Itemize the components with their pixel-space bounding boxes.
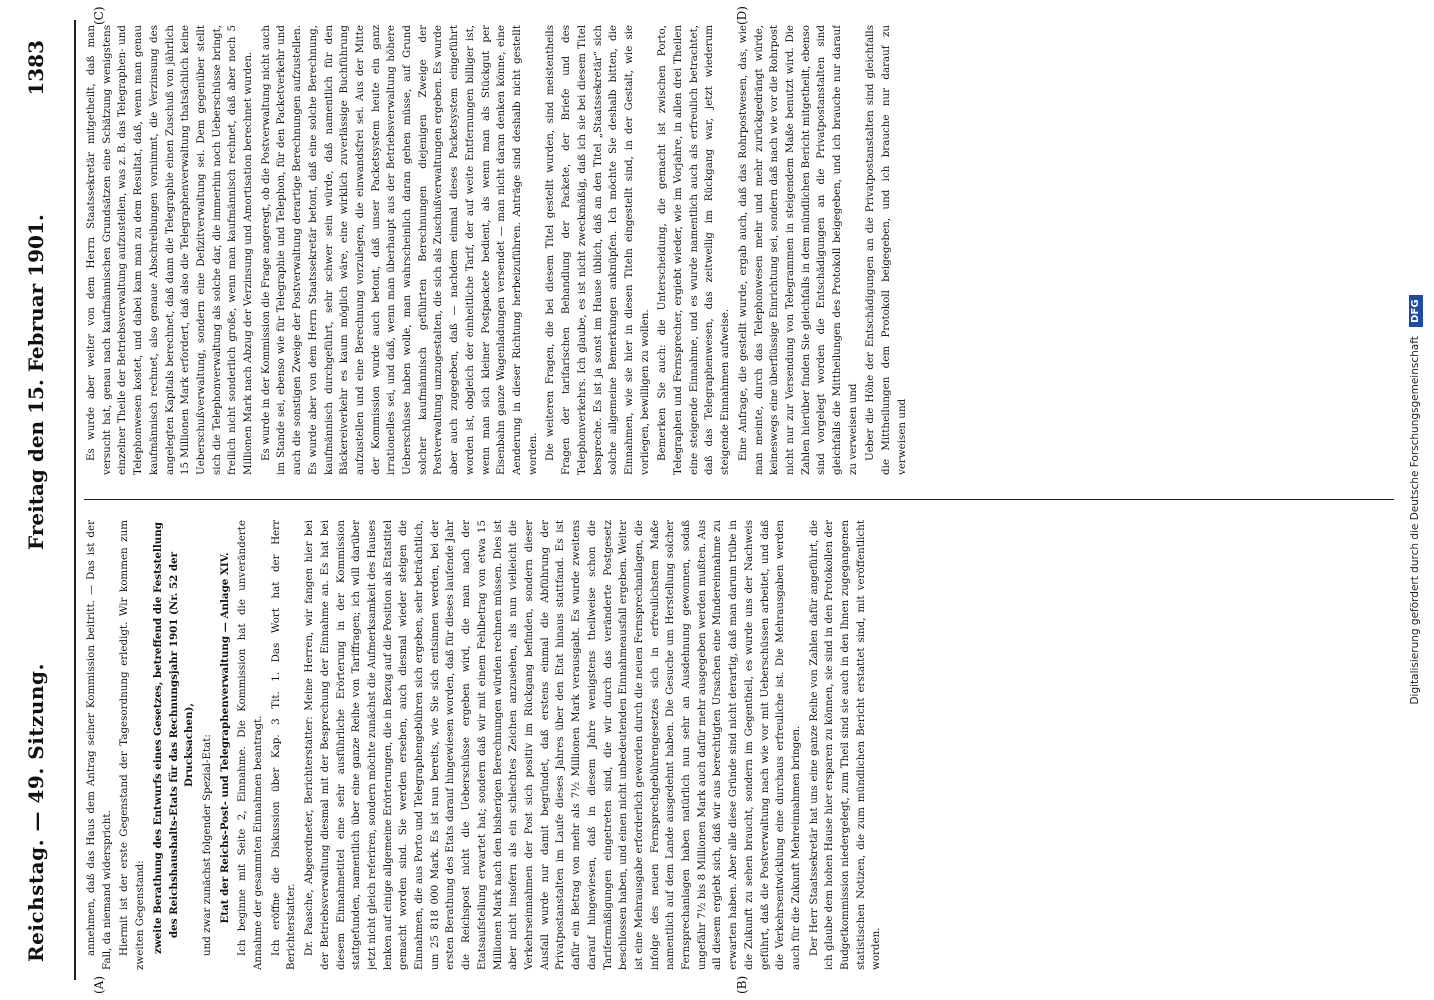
header-left: Reichstag. — 49. Sitzung. bbox=[24, 663, 48, 962]
right-paragraph: Es wurde in der Kommission die Frage angeregt, ob die Postverwaltung nicht auch im Stande sei, ebenso wie für Telegraphie und Telephon, für den Packetverkehr und auch die sonstigen Zweige der Postverwaltung derartige Berechnungen aufzustellen. Es wurde aber von dem Herrn Staatssekretär betont, daß eine solche Berechnung, kaufmännisch durchgeführt, sehr schwer sein würde, daß namentlich für den Bäckereiverkehr es kaum möglich wäre, eine wirklich zuverlässige Buchführung aufzustellen und eine Berechnung vorzulegen, die einwandsfrei sei. Aus der Mitte der Kommission wurde auch betont, daß unser Packetsystem heute ein ganz irrationelles sei, und daß, wenn man überhaupt aus der Betriebsverwaltung höhere Ueberschüsse haben wolle, man wahrscheinlich daran gehen müsse, auf Grund solcher kaufmännisch geführten Berechnungen diejenigen Zweige der Postverwaltung umzugestalten, die sich als Zuschußverwaltungen ergeben. Es wurde aber auch zugegeben, daß — nachdem einmal dieses Packetsystem eingeführt worden ist, obgleich der einheitliche Tarif, der auf weite Entfernungen billiger ist, wenn man sich kleiner Postpackete bedient, als wenn man als Stückgut per Eisenbahn ganze Wagenladungen versendet — man nicht daran denken könne, eine Aenderung in dieser Richtung herbeizuführen. Anträge sind deshalb nicht gestellt worden. bbox=[259, 25, 539, 475]
header-right: Freitag den 15. Februar 1901. bbox=[24, 214, 48, 550]
left-paragraph: Der Herr Staatssekretär hat uns eine ganze Reihe von Zahlen dafür angeführt, die ich glaube dem hohen Hause hier ersparen zu können, sie sind in den Protokollen der Budgetkommission niedergelegt, zum Theil sind sie auch in den Ihnen zugegangenen statistischen Notizen, die zum mündlichen Bericht erstattet sind, mit veröffentlicht worden. bbox=[807, 520, 883, 970]
left-paragraph: Hiermit ist der erste Gegenstand der Tagesordnung erledigt. Wir kommen zum zweiten Gegenstand: bbox=[118, 520, 147, 970]
etat-title: Etat der Reichs-Post- und Telegraphenverwaltung — Anlage XIV. bbox=[218, 552, 231, 924]
left-paragraph: annehmen, daß das Haus dem Antrag seiner Kommission beitritt. — Das ist der Fall, da niemand widerspricht. bbox=[85, 520, 113, 970]
credit-text: Digitalisierung gefördert durch die Deutsche Forschungsgemeinschaft bbox=[1409, 336, 1421, 705]
right-paragraph: Die weiteren Fragen, die bei diesem Titel gestellt wurden, sind meistentheils Fragen der tarifarischen Behandlung der Packete, der Briefe und des Telephonverkehrs. Ich glaube, es ist nicht zweckmäßig, daß ich sie bei diesem Titel bespreche. Es ist ja sonst im Hause üblich, daß an den Titel „Staatssekretär“ sich solche allgemeine Bemerkungen anknüpfen. Ich möchte Sie deshalb bitten, die Einnahmen, wie sie hier in diesen Titeln eingestellt sind, in der Gestalt, wie sie vorliegen, bewilligen zu wollen. bbox=[544, 25, 651, 475]
left-paragraph: Ich eröffne die Diskussion über Kap. 3 Tit. 1. Das Wort hat der Herr Berichterstatter. bbox=[269, 520, 298, 970]
digitization-credit bbox=[1404, 10, 1430, 990]
right-column bbox=[84, 25, 1394, 475]
margin-mark-d: (D) bbox=[735, 6, 749, 25]
margin-mark-c: (C) bbox=[92, 6, 106, 25]
left-paragraph: und zwar zunächst folgender Spezial-Etat: bbox=[200, 734, 213, 956]
header-rule bbox=[74, 20, 76, 980]
margin-mark-a: (A) bbox=[92, 975, 106, 994]
page-header bbox=[10, 20, 70, 980]
dfg-logo: DFG bbox=[1409, 295, 1423, 326]
page-number: 1383 bbox=[24, 40, 48, 96]
right-paragraph: Es wurde aber weiter von dem Herrn Staatssekretär mitgetheilt, daß man versucht hat, genau nach kaufmännischen Grundsätzen eine Schätzung wenigstens einzelner Theile der Betriebsverwaltung aufzustellen, was z. B. das Telegraphen- und Telephonwesen kostet, und dabei kam man zu dem Resultat, daß, wenn man genau kaufmännisch rechnet, also genaue Abschreibungen vornimmt, die Verzinsung des angelegten Kapitals berechnet, daß dann die Telegraphie einen Zuschuß von jährlich 15 Millionen Mark erfordert, daß also die Telegraphenverwaltung thatsächlich keine Ueberschußverwaltung, sondern eine Defizitverwaltung sei. Dem gegenüber stellt sich die Telephonverwaltung als solche dar, die immerhin noch Ueberschüsse bringt, freilich nicht sonderlich große, wenn man kaufmännisch rechnet, daß aber noch 5 Millionen Mark nach Abzug der Verzinsung und Amortisation berechnet wurden. bbox=[85, 25, 255, 475]
right-paragraph: Bemerken Sie auch: die Unterscheidung, die gemacht ist zwischen Porto, Telegraphen und Fernsprecher, ergiebt wieder, wie im Vorjahre, in allen drei Theilen eine steigende Einnahme, und es wurde namentlich auch als erfreulich betrachtet, daß das Telegraphenwesen, das zeitweilig im Rückgang war, jetzt wiederum steigende Einnahmen aufweise. bbox=[656, 25, 732, 475]
left-paragraph: Ich beginne mit Seite 2, Einnahme. Die Kommission hat die unveränderte Annahme der gesammten Einnahmen beantragt. bbox=[236, 520, 265, 970]
left-paragraph: Dr. Paasche, Abgeordneter, Berichterstatter: Meine Herren, wir fangen hier bei der Betriebsverwaltung diesmal mit der Besprechung der Einnahme an. Es hat bei diesem Einnahmetitel eine sehr ausführliche Erörterung in der Kommission stattgefunden, namentlich über eine ganze Reihe von Tariffragen; ich will darüber jetzt nicht gleich referiren, sondern möchte zunächst die Aufmerksamkeit des Hauses lenken auf einige allgemeine Erörterungen, die in Bezug auf die Position als Etatstitel gemacht worden sind. Sie werden ersehen, auch diesmal wieder steigen die Einnahmen, die aus Porto und Telegraphengebühren sich ergeben, sehr beträchtlich, um 25 818 000 Mark. Es ist nun bereits, wie Sie sich entsinnen werden, bei der ersten Berathung des Etats darauf hingewiesen worden, daß für dieses laufende Jahr die Reichspost nicht die Ueberschüsse ergeben wird, die man nach der Etatsaufstellung erwartet hat; sondern daß wir mit einem Fehlbetrag von etwa 15 Millionen Mark nach den bisherigen Berechnungen würden rechnen müssen. Dies ist aber nicht insofern als ein schlechtes Zeichen anzusehen, als nun vielleicht die Verkehrseinnahmen der Post sich positiv im Rückgang befinden, sondern dieser Ausfall wurde nur damit begründet, daß erstens einmal die Abführung der Privatpostanstalten im Laufe dieses Jahres über den Etat hinaus stattfand. Es ist dafür ein Betrag von mehr als 7½ Millionen Mark verausgabt. Es wurde zweitens darauf hingewiesen, daß in diesem Jahre wenigstens theilweise schon die Tarifermäßigungen eingetreten sind, die wir durch das veränderte Postgesetz beschlossen haben, und einen nicht unbedeutenden Einnahmeausfall ergeben. Weiter ist eine Mehrausgabe erforderlich geworden durch die neuen Fernsprechanlagen, die infolge des neuen Fernsprechgebührengesetzes sich in erfreulichstem Maße namentlich auf dem Lande ausgedehnt haben. Die Gesuche um Herstellung solcher Fernsprechanlagen haben natürlich nun sehr an Ausdehnung gewonnen, sodaß ungefähr 7½ bis 8 Millionen Mark auch dafür mehr ausgegeben werden mußten. Aus all diesem ergiebt sich, daß wir aus berechtigten Ursachen eine Mindereinnahme zu erwarten haben. Aber alle diese Gründe sind nicht derartig, daß man darum trübe in die Zukunft zu sehen braucht, sondern im Gegentheil, es wurde uns der Nachweis geführt, daß die Postverwaltung nach wie vor mit Ueberschüssen arbeitet, und daß die Verkehrsentwicklung eine durchaus erfreuliche ist. Die Mehrausgaben werden auch für die Zukunft Mehreinnahmen bringen. bbox=[303, 520, 802, 970]
left-column bbox=[84, 520, 1394, 970]
right-paragraph: Eine Anfrage, die gestellt wurde, ergab auch, daß das Rohrpostwesen, das, wie man meinte, durch das Telephonwesen mehr und mehr zurückgedrängt würde, keineswegs eine überflüssige Einrichtung sei, sondern daß nach wie vor die Rohrpost nicht nur zur Versendung von Telegrammen in steigendem Maße benutzt wird. Die Zahlen hierüber finden Sie gleichfalls in dem mündlichen Bericht mitgetheilt, ebenso sind vorgelegt worden die Entschädigungen an die Privatpostanstalten sind gleichfalls die Mittheilungen des Protokoll beigegeben, und ich brauche nur darauf zu verweisen und bbox=[736, 25, 859, 475]
margin-mark-b: (B) bbox=[735, 975, 749, 994]
agenda-title: zweite Berathung des Entwurfs eines Gesetzes, betreffend die Feststellung des Reichshaushalts-Etats für das Rechnungsjahr 1901 (Nr. 52 der Drucksachen), bbox=[151, 522, 196, 954]
right-paragraph: Ueber die Höhe der Entschädigungen an die Privatpostanstalten sind gleichfalls die Mittheilungen dem Protokoll beigegeben, und ich brauche nur darauf zu verweisen und bbox=[864, 25, 908, 475]
column-divider bbox=[84, 499, 1394, 500]
